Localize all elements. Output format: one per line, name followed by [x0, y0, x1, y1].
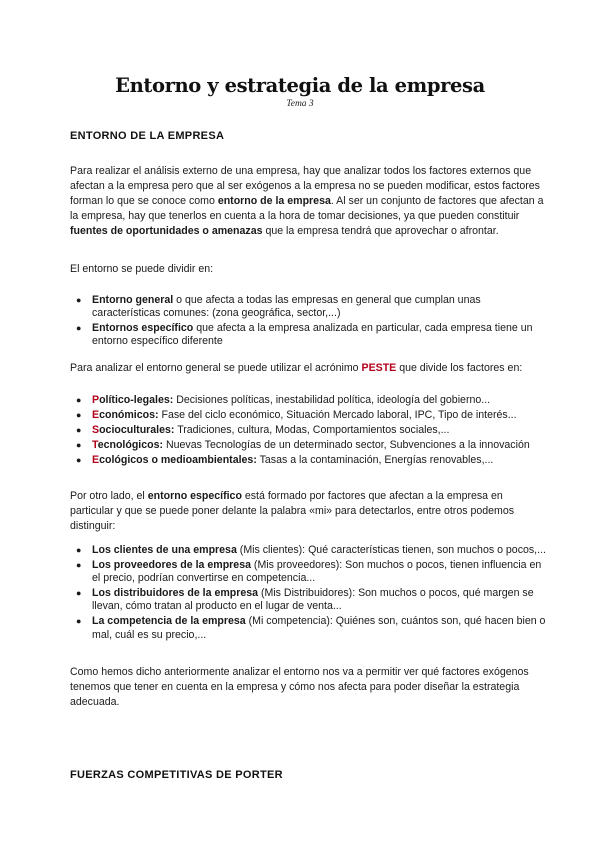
peste-letter: T	[92, 439, 98, 451]
paragraph-division: El entorno se puede dividir en:	[70, 263, 214, 275]
list-item-text: o que afecta a todas las empresas en general que cumplan unas características comunes: (zona geográfica, sector,...)	[92, 294, 481, 320]
bullet-icon: ●	[76, 560, 82, 570]
section-heading-entorno: ENTORNO DE LA EMPRESA	[70, 130, 225, 142]
document-subtitle: Tema 3	[286, 99, 314, 109]
paragraph-especifico-text-2: está formado por factores que afectan a la empresa en particular y que se puede poner delante la palabra «mi» para detectarlos, entre otros podemos distinguir:	[70, 490, 515, 533]
list-item-text: (Mi competencia): Quiénes son, cuántos son, qué hacen bien o mal, cuál es su precio,...	[92, 615, 546, 641]
list-item	[70, 322, 548, 348]
peste-label: conómicos:	[99, 409, 159, 421]
list-item	[70, 615, 548, 641]
list-item-text: (Mis Distribuidores): Son muchos o pocos, qué margen se llevan, cómo tratan al producto en el lugar de venta...	[92, 587, 534, 613]
section-heading-porter: FUERZAS COMPETITIVAS DE PORTER	[70, 769, 283, 781]
bullet-icon: ●	[76, 616, 82, 627]
list-item-bold: Los proveedores de la empresa	[92, 559, 251, 571]
list-item-bold: Los clientes de una empresa	[92, 544, 237, 556]
peste-label: olítico-legales:	[99, 394, 174, 406]
bullet-icon: ●	[76, 395, 82, 405]
peste-letter: P	[92, 394, 100, 406]
list-item-text: (Mis proveedores): Son muchos o pocos, tienen influencia en el precio, podrían convertirse en competencia...	[92, 559, 542, 585]
bullet-icon: ●	[76, 440, 82, 450]
bullet-icon: ●	[76, 588, 82, 599]
list-item	[70, 587, 548, 613]
list-item-bold: Entorno general	[92, 294, 174, 306]
list-item-text: que afecta a la empresa analizada en particular, cada empresa tiene un entorno específico diferente	[92, 322, 533, 348]
list-item-text: (Mis clientes): Qué características tienen, son muchos o pocos,...	[236, 544, 546, 556]
bullet-icon: ●	[76, 425, 82, 435]
peste-letter: E	[92, 454, 100, 466]
peste-text: Tasas a la contaminación, Energías renovables,...	[256, 454, 494, 466]
peste-text: Nuevas Tecnologías de un determinado sector, Subvenciones a la innovación	[163, 439, 530, 451]
paragraph-conclusion: Como hemos dicho anteriormente analizar el entorno nos va a permitir ver qué factores exógenos tenemos que tener en cuenta en la empresa y cómo nos afecta para poder diseñar la estrategia adecuada.	[70, 666, 529, 709]
document-title: Entorno y estrategia de la empresa	[115, 74, 485, 97]
list-item	[70, 559, 548, 585]
peste-text: Decisiones políticas, inestabilidad política, ideología del gobierno...	[173, 394, 491, 406]
bullet-icon: ●	[76, 323, 82, 334]
list-entorno-especifico	[70, 544, 548, 644]
paragraph-peste-text-1: Para analizar el entorno general se puede utilizar el acrónimo	[70, 362, 362, 374]
peste-label: ocioculturales:	[99, 424, 175, 436]
paragraph-especifico	[70, 489, 548, 534]
peste-item	[70, 424, 548, 437]
list-item	[70, 294, 548, 320]
list-entorno-types	[70, 294, 548, 350]
peste-label: ecnológicos:	[97, 439, 164, 451]
peste-item	[70, 394, 548, 407]
peste-acronym: PESTE	[361, 362, 397, 374]
peste-text: Fase del ciclo económico, Situación Mercado laboral, IPC, Tipo de interés...	[158, 409, 517, 421]
bullet-icon: ●	[76, 455, 82, 465]
peste-text: Tradiciones, cultura, Modas, Comportamientos sociales,...	[174, 424, 450, 436]
paragraph-especifico-bold: entorno específico	[147, 490, 242, 502]
peste-item	[70, 409, 548, 422]
paragraph-especifico-text-1: Por otro lado, el	[70, 490, 148, 502]
peste-item	[70, 454, 548, 467]
bullet-icon: ●	[76, 545, 82, 555]
list-item-bold: La competencia de la empresa	[92, 615, 246, 628]
list-item-bold: Los distribuidores de la empresa	[92, 587, 259, 600]
paragraph-intro-bold-1: entorno de la empresa	[217, 195, 331, 208]
peste-letter: S	[92, 424, 100, 436]
bullet-icon: ●	[76, 295, 82, 305]
paragraph-intro-text-2: . Al ser un conjunto de factores que afectan a la empresa, hay que tenerlos en cuenta a la hora de tomar decisiones, ya que pueden constituir	[70, 195, 544, 223]
paragraph-intro	[70, 164, 548, 239]
paragraph-intro-text-1: Para realizar el análisis externo de una empresa, hay que analizar todos los factores externos que afectan a la empresa pero que al ser exógenos a la empresa no se pueden modificar, estos factores forman lo que se conoce como	[70, 165, 540, 208]
list-item-bold: Entornos específico	[92, 322, 194, 335]
paragraph-peste-text-2: que divide los factores en:	[396, 362, 523, 374]
list-item	[70, 544, 548, 557]
peste-letter: E	[92, 409, 100, 421]
peste-label: cológicos o medioambientales:	[99, 454, 257, 466]
paragraph-intro-text-3: que la empresa tendrá que aprovechar o afrontar.	[262, 225, 499, 238]
list-peste	[70, 394, 548, 469]
peste-item	[70, 439, 548, 452]
paragraph-intro-bold-2: fuentes de oportunidades o amenazas	[70, 225, 263, 238]
bullet-icon: ●	[76, 410, 82, 420]
paragraph-peste	[70, 361, 548, 376]
